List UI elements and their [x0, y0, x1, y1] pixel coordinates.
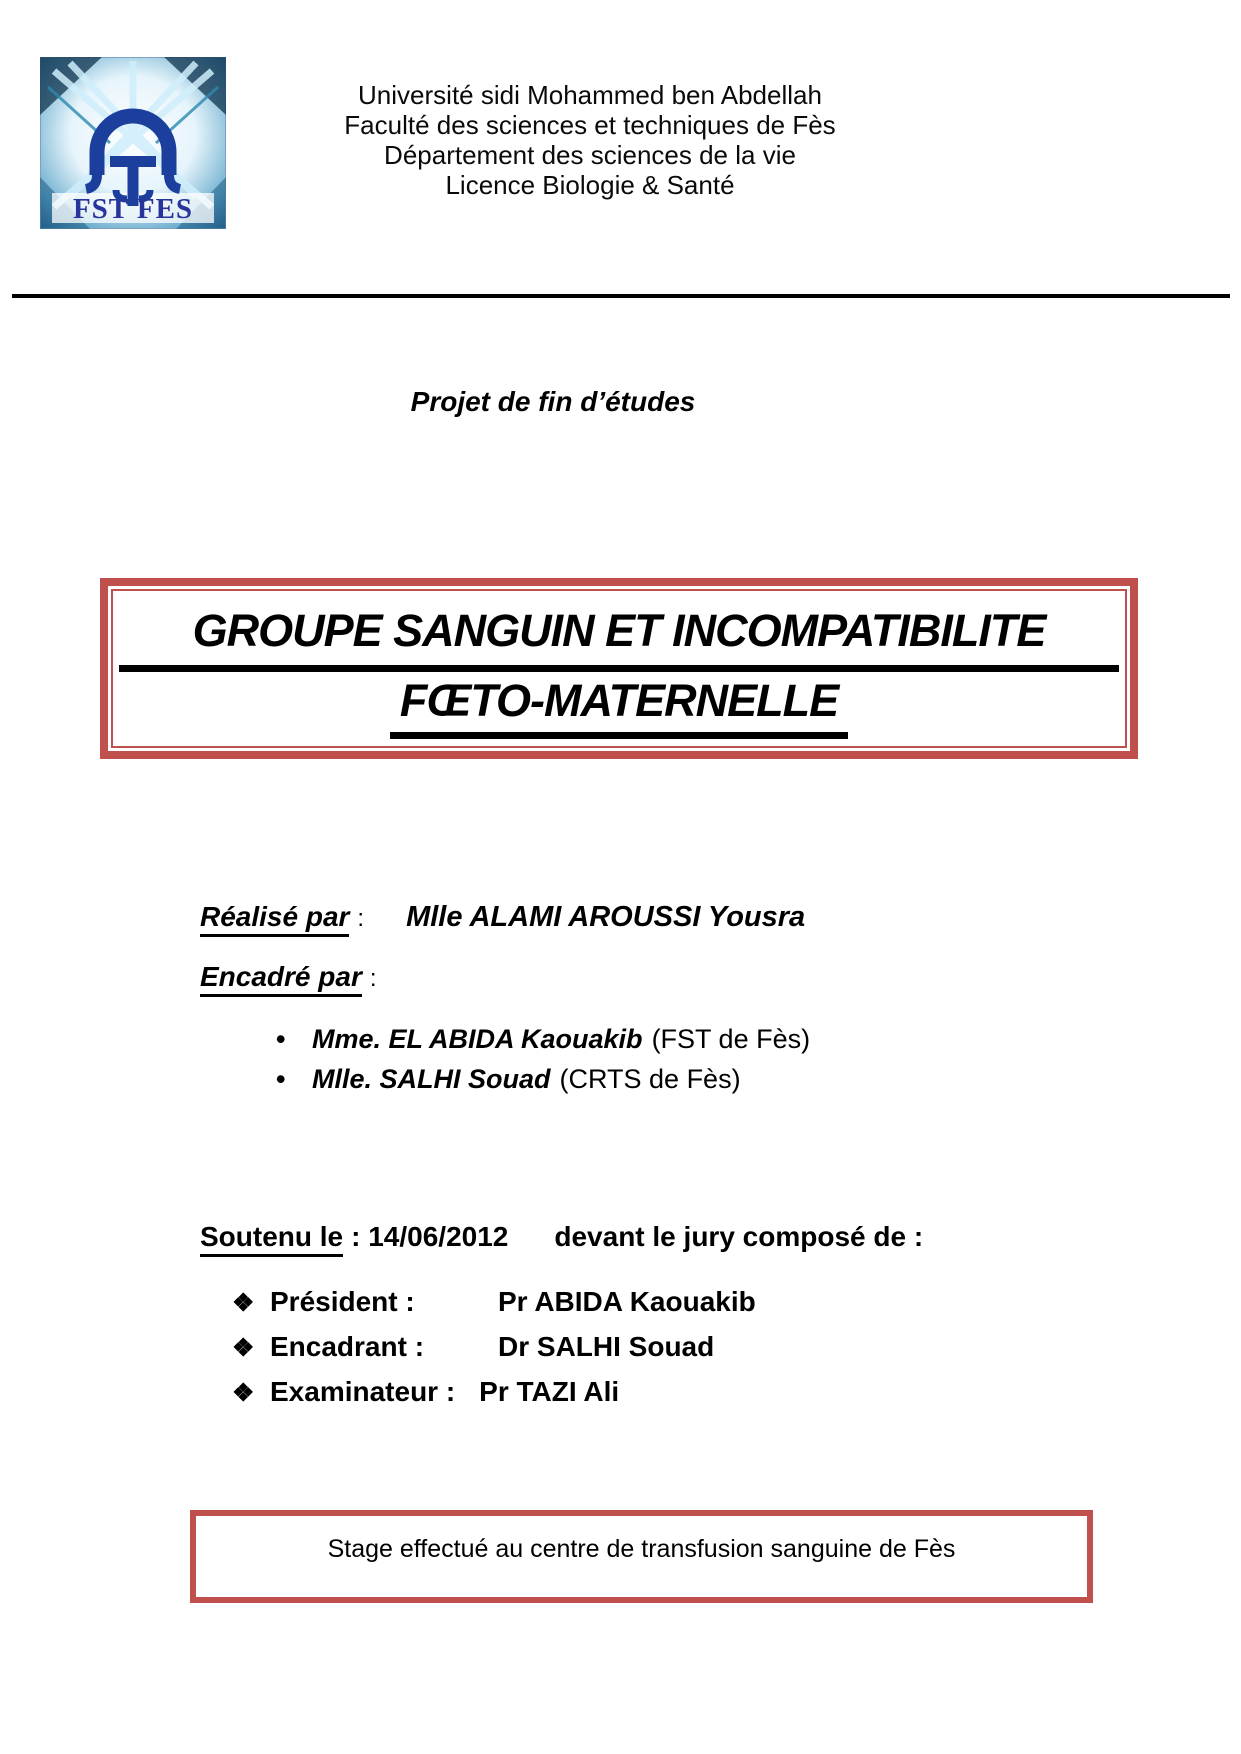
supervisor-affiliation: (FST de Fès)	[651, 1024, 811, 1054]
jury-list	[232, 1280, 756, 1415]
logo-text: FST FES	[72, 193, 194, 225]
realise-par-row	[200, 901, 805, 934]
title-line-1: GROUPE SANGUIN ET INCOMPATIBILITE	[119, 605, 1119, 672]
supervisor-name: Mme. EL ABIDA Kaouakib	[312, 1024, 643, 1054]
institution-line-2: Faculté des sciences et techniques de Fès	[344, 110, 836, 140]
diamond-bullet-icon: ❖	[232, 1379, 255, 1407]
encadre-par-label: Encadré par	[200, 961, 362, 997]
jury-name: Pr TAZI Ali	[479, 1376, 620, 1407]
defense-row	[200, 1221, 923, 1253]
internship-text: Stage effectué au centre de transfusion sanguine de Fès	[327, 1535, 956, 1563]
diamond-bullet-icon: ❖	[232, 1289, 255, 1317]
title-box-inner-border	[111, 589, 1127, 748]
realise-par-separator: :	[357, 905, 365, 932]
institution-line-4: Licence Biologie & Santé	[445, 170, 735, 200]
institution-line-1: Université sidi Mohammed ben Abdellah	[358, 80, 822, 110]
institution-header	[0, 80, 1180, 200]
defense-date-label: Soutenu le	[200, 1221, 343, 1257]
title-line-2-text: FŒTO-MATERNELLE	[390, 675, 848, 739]
institution-line-3: Département des sciences de la vie	[384, 140, 796, 170]
realise-par-label: Réalisé par	[200, 901, 349, 937]
supervisor-item	[276, 1019, 810, 1059]
author-name: Mlle ALAMI AROUSSI Yousra	[406, 901, 806, 933]
bullet-icon: •	[276, 1024, 286, 1054]
supervisor-item	[276, 1059, 810, 1099]
jury-role: Président :	[270, 1286, 415, 1317]
horizontal-rule	[12, 294, 1230, 298]
encadre-par-row	[200, 961, 377, 993]
jury-intro: devant le jury composé de :	[554, 1221, 924, 1252]
supervisor-name: Mlle. SALHI Souad	[312, 1064, 551, 1094]
supervisor-affiliation: (CRTS de Fès)	[559, 1064, 741, 1094]
internship-box	[190, 1510, 1093, 1603]
title-box	[100, 578, 1138, 759]
jury-row-encadrant	[232, 1325, 756, 1370]
jury-role: Examinateur :	[270, 1376, 456, 1407]
supervisors-list	[276, 1019, 810, 1099]
jury-row-examinateur	[232, 1370, 756, 1415]
document-subtitle: Projet de fin d’études	[410, 386, 696, 417]
jury-name: Pr ABIDA Kaouakib	[498, 1286, 756, 1317]
diamond-bullet-icon: ❖	[232, 1334, 255, 1362]
defense-date: : 14/06/2012	[351, 1221, 509, 1252]
bullet-icon: •	[276, 1064, 286, 1094]
jury-row-president	[232, 1280, 756, 1325]
jury-role: Encadrant :	[270, 1331, 425, 1362]
jury-name: Dr SALHI Souad	[498, 1331, 715, 1362]
encadre-par-separator: :	[369, 965, 377, 992]
title-line-2	[113, 675, 1125, 739]
